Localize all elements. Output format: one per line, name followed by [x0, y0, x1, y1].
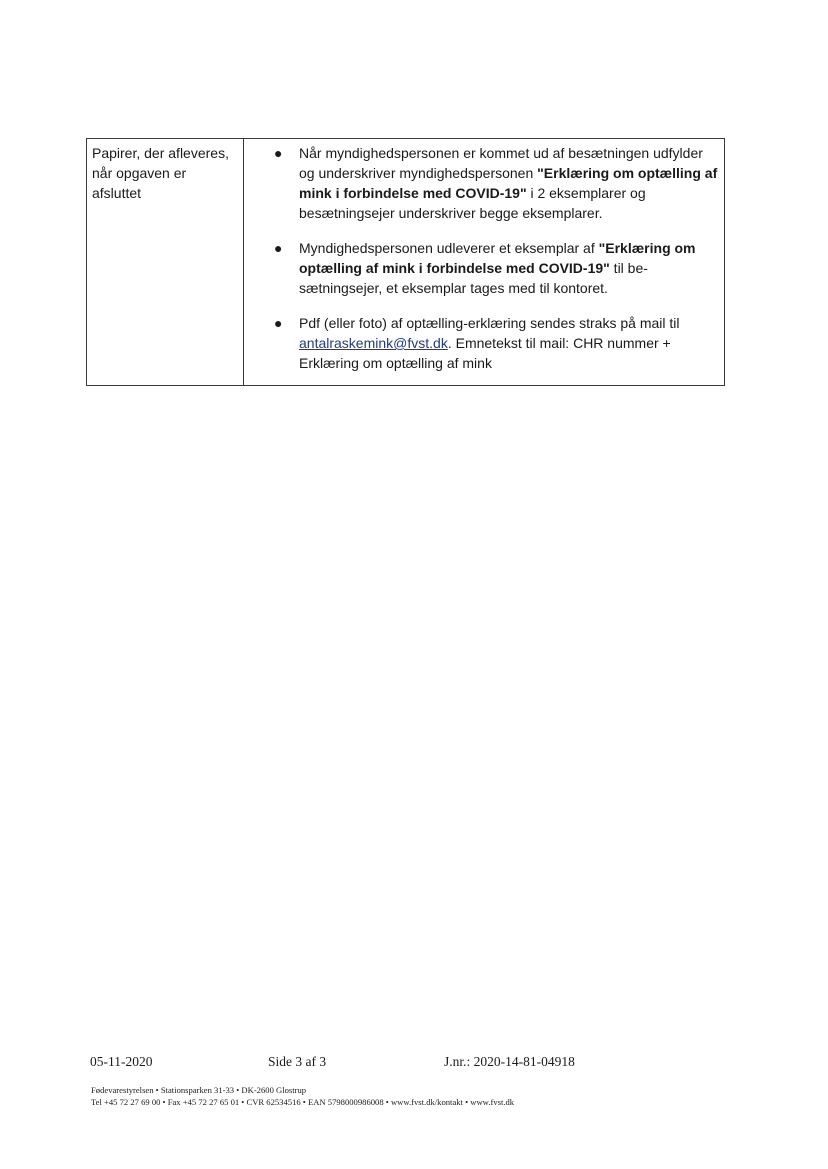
bullet-icon: ●: [274, 315, 283, 331]
left-heading: Papirer, der afleveres, når opgaven er afsluttet: [92, 145, 229, 201]
bullet-icon: ●: [274, 240, 283, 256]
item-bold-text: "Erklæring om optælling af mink i forbindelse med COVID-19": [299, 165, 718, 201]
address-line-1: Fødevarestyrelsen • Stationsparken 31-33 • DK-2600 Glostrup: [91, 1085, 307, 1095]
bullet-list: [244, 143, 718, 373]
list-item: [244, 313, 718, 373]
item-text-after: i 2 eksemplarer og besætningsejer underskriver begge eksemplarer.: [299, 185, 646, 221]
item-text-after: . Emnetekst til mail: CHR nummer + Erklæring om optælling af mink: [299, 335, 671, 371]
footer-date: 05-11-2020: [90, 1054, 153, 1069]
bullet-icon: ●: [274, 145, 283, 161]
footer-address: [91, 1084, 514, 1108]
papers-table: [86, 138, 725, 386]
footer-page-number: Side 3 af 3: [268, 1054, 327, 1069]
list-item: [244, 143, 718, 223]
item-text: Myndighedspersonen udleverer et eksemplar af: [299, 240, 599, 256]
item-text: Når myndighedspersonen er kommet ud af besætningen udfylder og underskriver myndighedspersonen: [299, 145, 703, 181]
item-bold-text: "Erklæring om optælling af mink i forbindelse med COVID-19": [299, 240, 696, 276]
table-left-cell: [87, 139, 244, 385]
address-line-2: Tel +45 72 27 69 00 • Fax +45 72 27 65 01 • CVR 62534516 • EAN 5798000986008 • www.fvst.dk/kontakt • www.fvst.dk: [91, 1097, 515, 1107]
email-link[interactable]: antalraskemink@fvst.dk: [299, 335, 448, 351]
table-right-cell: [244, 139, 724, 385]
item-text: Pdf (eller foto) af optælling-erklæring sendes straks på mail til: [299, 315, 680, 331]
item-text-after: til besætningsejer, et eksemplar tages med til kontoret.: [299, 260, 648, 296]
footer-journal-number: J.nr.: 2020-14-81-04918: [444, 1054, 575, 1069]
list-item: [244, 238, 718, 298]
